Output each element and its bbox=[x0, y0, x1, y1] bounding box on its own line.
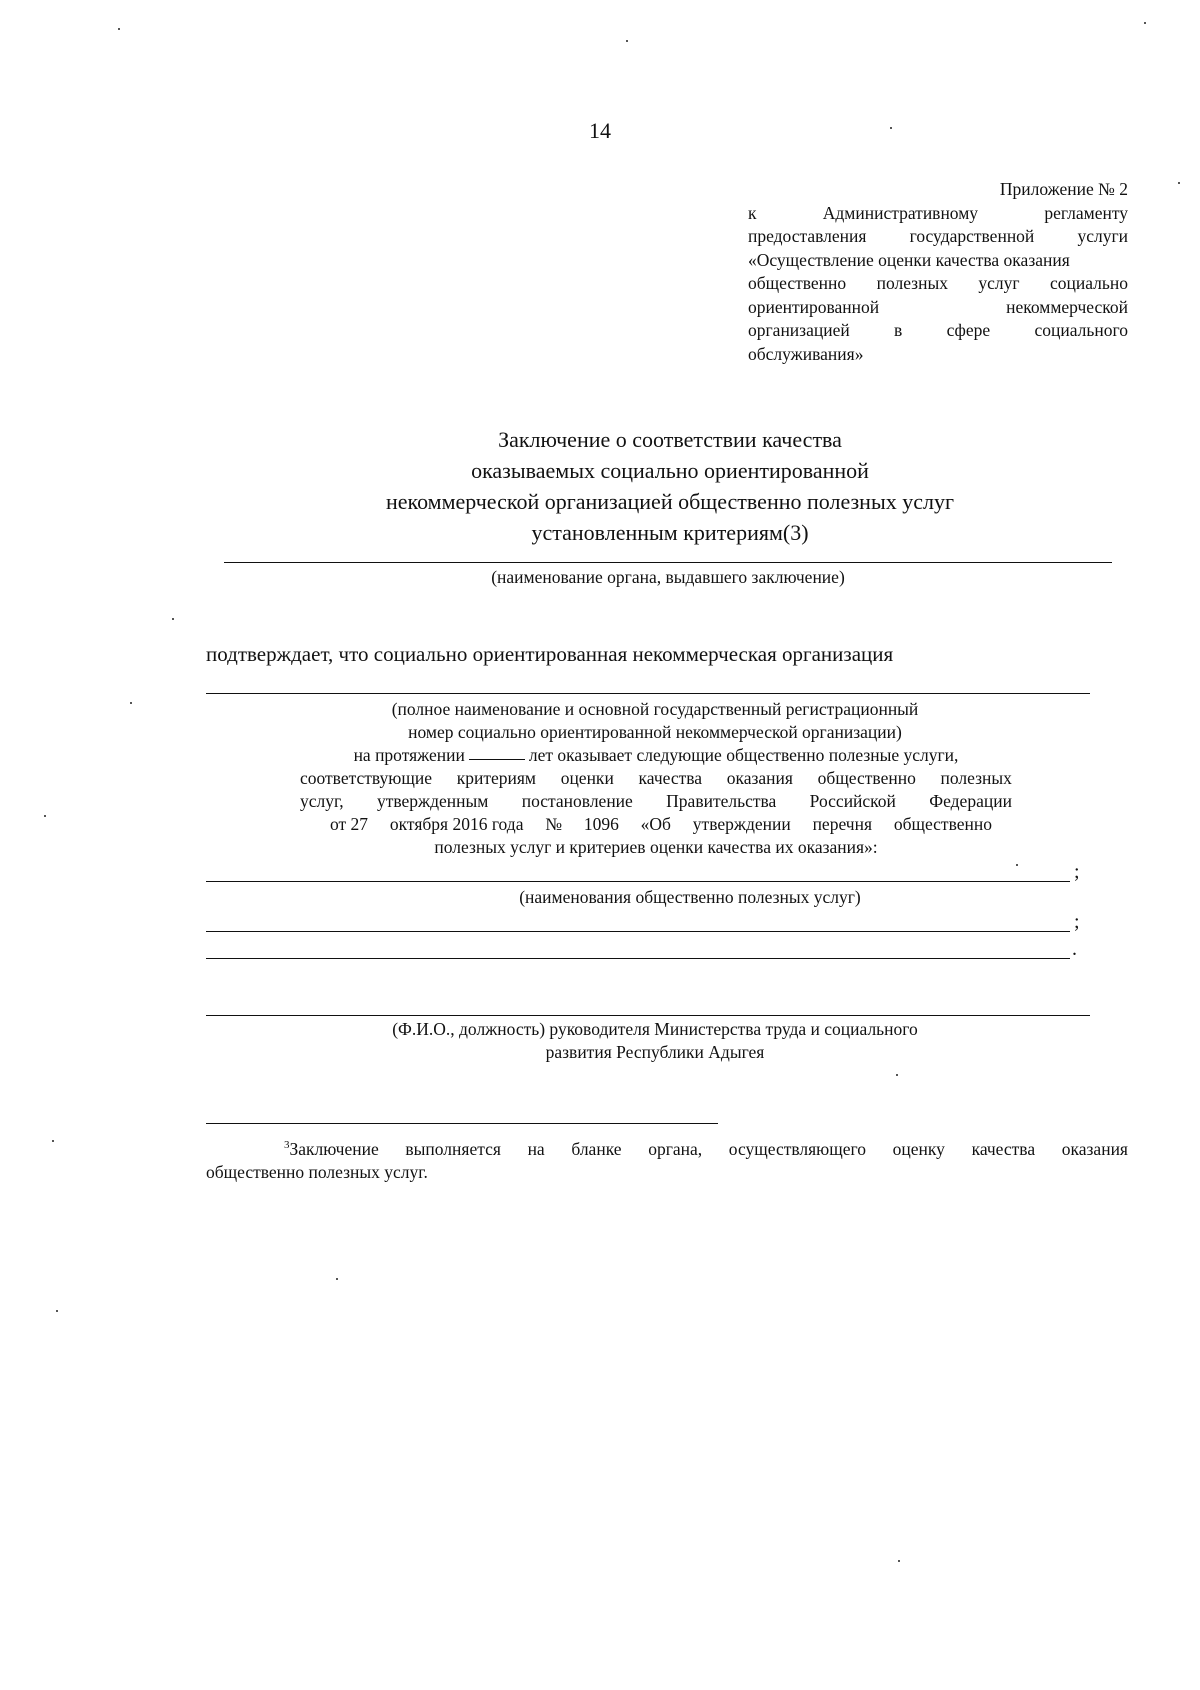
org-name-field-line bbox=[206, 693, 1090, 694]
body-word: соответствующие bbox=[300, 768, 432, 788]
body-word: общественно bbox=[893, 814, 992, 834]
footnote-word: осуществляющего bbox=[728, 1139, 866, 1159]
services-field-line-3 bbox=[206, 958, 1070, 959]
footnote-separator bbox=[206, 1123, 718, 1124]
appendix-reference bbox=[748, 178, 1128, 366]
document-title bbox=[240, 424, 1100, 548]
head-caption-line-2: развития Республики Адыгея bbox=[545, 1042, 765, 1062]
title-line-3: некоммерческой организацией общественно полезных услуг bbox=[385, 489, 954, 514]
services-caption: (наименования общественно полезных услуг) bbox=[519, 887, 861, 907]
issuing-body-caption: (наименование органа, выдавшего заключение) bbox=[491, 567, 845, 587]
head-caption bbox=[290, 1018, 1020, 1064]
body-text-fragment: лет оказывает следующие общественно полезные услуги, bbox=[528, 745, 959, 765]
scan-speck bbox=[1144, 22, 1146, 24]
body-word: качества bbox=[638, 768, 703, 788]
head-signature-field-line bbox=[206, 1015, 1090, 1016]
scan-speck bbox=[336, 1278, 338, 1280]
body-line-5: полезных услуг и критериев оценки качества их оказания»: bbox=[434, 837, 878, 857]
title-line-4: установленным критериям(3) bbox=[531, 520, 809, 545]
footnote-first-word bbox=[284, 1138, 379, 1161]
appendix-word: некоммерческой bbox=[1006, 296, 1128, 317]
scan-speck bbox=[52, 1140, 54, 1142]
footnote-word: оценку bbox=[892, 1139, 945, 1159]
appendix-line-1 bbox=[748, 202, 1128, 226]
appendix-word: услуги bbox=[1077, 226, 1128, 246]
footnote-word: выполняется bbox=[405, 1139, 501, 1159]
body-word: перечня bbox=[812, 814, 872, 834]
org-name-caption-line-1: (полное наименование и основной государственный регистрационный bbox=[391, 699, 919, 719]
appendix-word: социального bbox=[1034, 320, 1128, 340]
footnote-word: бланке bbox=[571, 1139, 622, 1159]
scan-speck bbox=[890, 127, 892, 129]
scan-speck bbox=[56, 1310, 58, 1312]
confirm-text: подтверждает, что социально ориентированная некоммерческая организация bbox=[206, 642, 894, 666]
appendix-word: организацией bbox=[748, 320, 850, 340]
body-word: общественно bbox=[817, 768, 916, 788]
body-word: 1096 bbox=[583, 814, 619, 834]
org-name-caption-line-2: номер социально ориентированной некоммерческой организации) bbox=[408, 722, 902, 742]
body-word: постановление bbox=[521, 791, 633, 811]
appendix-word: общественно bbox=[748, 273, 847, 293]
body-text-fragment: на протяжении bbox=[353, 745, 465, 765]
body-word: услуг, bbox=[300, 791, 344, 811]
body-word: оказания bbox=[726, 768, 793, 788]
body-line-1 bbox=[300, 744, 1012, 767]
footnote-word: органа, bbox=[648, 1139, 703, 1159]
footnote-line-1 bbox=[206, 1138, 1128, 1161]
services-field-line-2 bbox=[206, 931, 1070, 932]
period-mark: . bbox=[1072, 938, 1077, 960]
appendix-word: услуг bbox=[978, 273, 1020, 293]
semicolon-mark: ; bbox=[1074, 911, 1080, 933]
scan-speck bbox=[118, 28, 120, 30]
title-line-2: оказываемых социально ориентированной bbox=[471, 458, 869, 483]
appendix-title: Приложение № 2 bbox=[999, 179, 1128, 199]
page-number: 14 bbox=[589, 118, 611, 143]
appendix-word: регламенту bbox=[1044, 202, 1128, 223]
footnote-marker: 3 bbox=[284, 1139, 290, 1152]
body-word: оценки bbox=[560, 768, 614, 788]
body-word: Российской bbox=[809, 791, 896, 811]
appendix-word: сфере bbox=[946, 320, 991, 340]
title-line-1: Заключение о соответствии качества bbox=[498, 427, 842, 452]
footnote-word: оказания bbox=[1061, 1139, 1128, 1159]
appendix-word: государственной bbox=[909, 226, 1035, 246]
footnote bbox=[206, 1138, 1128, 1184]
footnote-line-2: общественно полезных услуг. bbox=[206, 1162, 428, 1182]
appendix-word: Административному bbox=[822, 202, 979, 223]
appendix-word: в bbox=[894, 320, 903, 340]
issuing-body-field-line bbox=[224, 562, 1112, 563]
org-name-caption bbox=[290, 698, 1020, 744]
appendix-line-2 bbox=[748, 225, 1128, 249]
body-word: «Об bbox=[640, 814, 671, 834]
scan-speck bbox=[896, 1074, 898, 1076]
body-word: критериям bbox=[456, 768, 536, 788]
body-word: утвержденным bbox=[376, 791, 489, 811]
footnote-word: Заключение bbox=[289, 1139, 379, 1159]
scan-speck bbox=[44, 815, 46, 817]
semicolon-mark: ; bbox=[1074, 861, 1080, 883]
scan-speck bbox=[172, 618, 174, 620]
body-word: Правительства bbox=[666, 791, 777, 811]
body-word: Федерации bbox=[929, 791, 1012, 811]
body-word: утверждении bbox=[692, 814, 791, 834]
scan-speck bbox=[898, 1560, 900, 1562]
scan-speck bbox=[1016, 864, 1018, 866]
services-paragraph bbox=[300, 744, 1012, 859]
appendix-line-4 bbox=[748, 272, 1128, 296]
body-line-3 bbox=[300, 790, 1012, 813]
appendix-word: ориентированной bbox=[748, 296, 880, 317]
appendix-line-3: «Осуществление оценки качества оказания bbox=[748, 249, 1070, 270]
appendix-word: социально bbox=[1050, 273, 1128, 293]
body-word: № bbox=[545, 814, 563, 834]
services-field-line-1 bbox=[206, 881, 1070, 882]
footnote-word: качества bbox=[971, 1139, 1036, 1159]
body-word: октября 2016 года bbox=[389, 814, 524, 834]
appendix-line-7: обслуживания» bbox=[748, 343, 864, 364]
years-blank-field bbox=[469, 744, 525, 760]
body-line-4 bbox=[300, 813, 1012, 836]
footnote-word: на bbox=[527, 1139, 545, 1159]
body-word: полезных bbox=[940, 768, 1012, 788]
appendix-line-5 bbox=[748, 296, 1128, 320]
scan-speck bbox=[130, 702, 132, 704]
appendix-line-6 bbox=[748, 319, 1128, 343]
scan-speck bbox=[626, 40, 628, 42]
body-word: от 27 bbox=[330, 814, 369, 834]
head-caption-line-1: (Ф.И.О., должность) руководителя Министерства труда и социального bbox=[392, 1019, 918, 1039]
body-line-2 bbox=[300, 767, 1012, 790]
appendix-word: предоставления bbox=[748, 226, 867, 246]
scan-speck bbox=[1178, 182, 1180, 184]
appendix-word: полезных bbox=[876, 273, 948, 293]
appendix-word: к bbox=[748, 202, 757, 223]
